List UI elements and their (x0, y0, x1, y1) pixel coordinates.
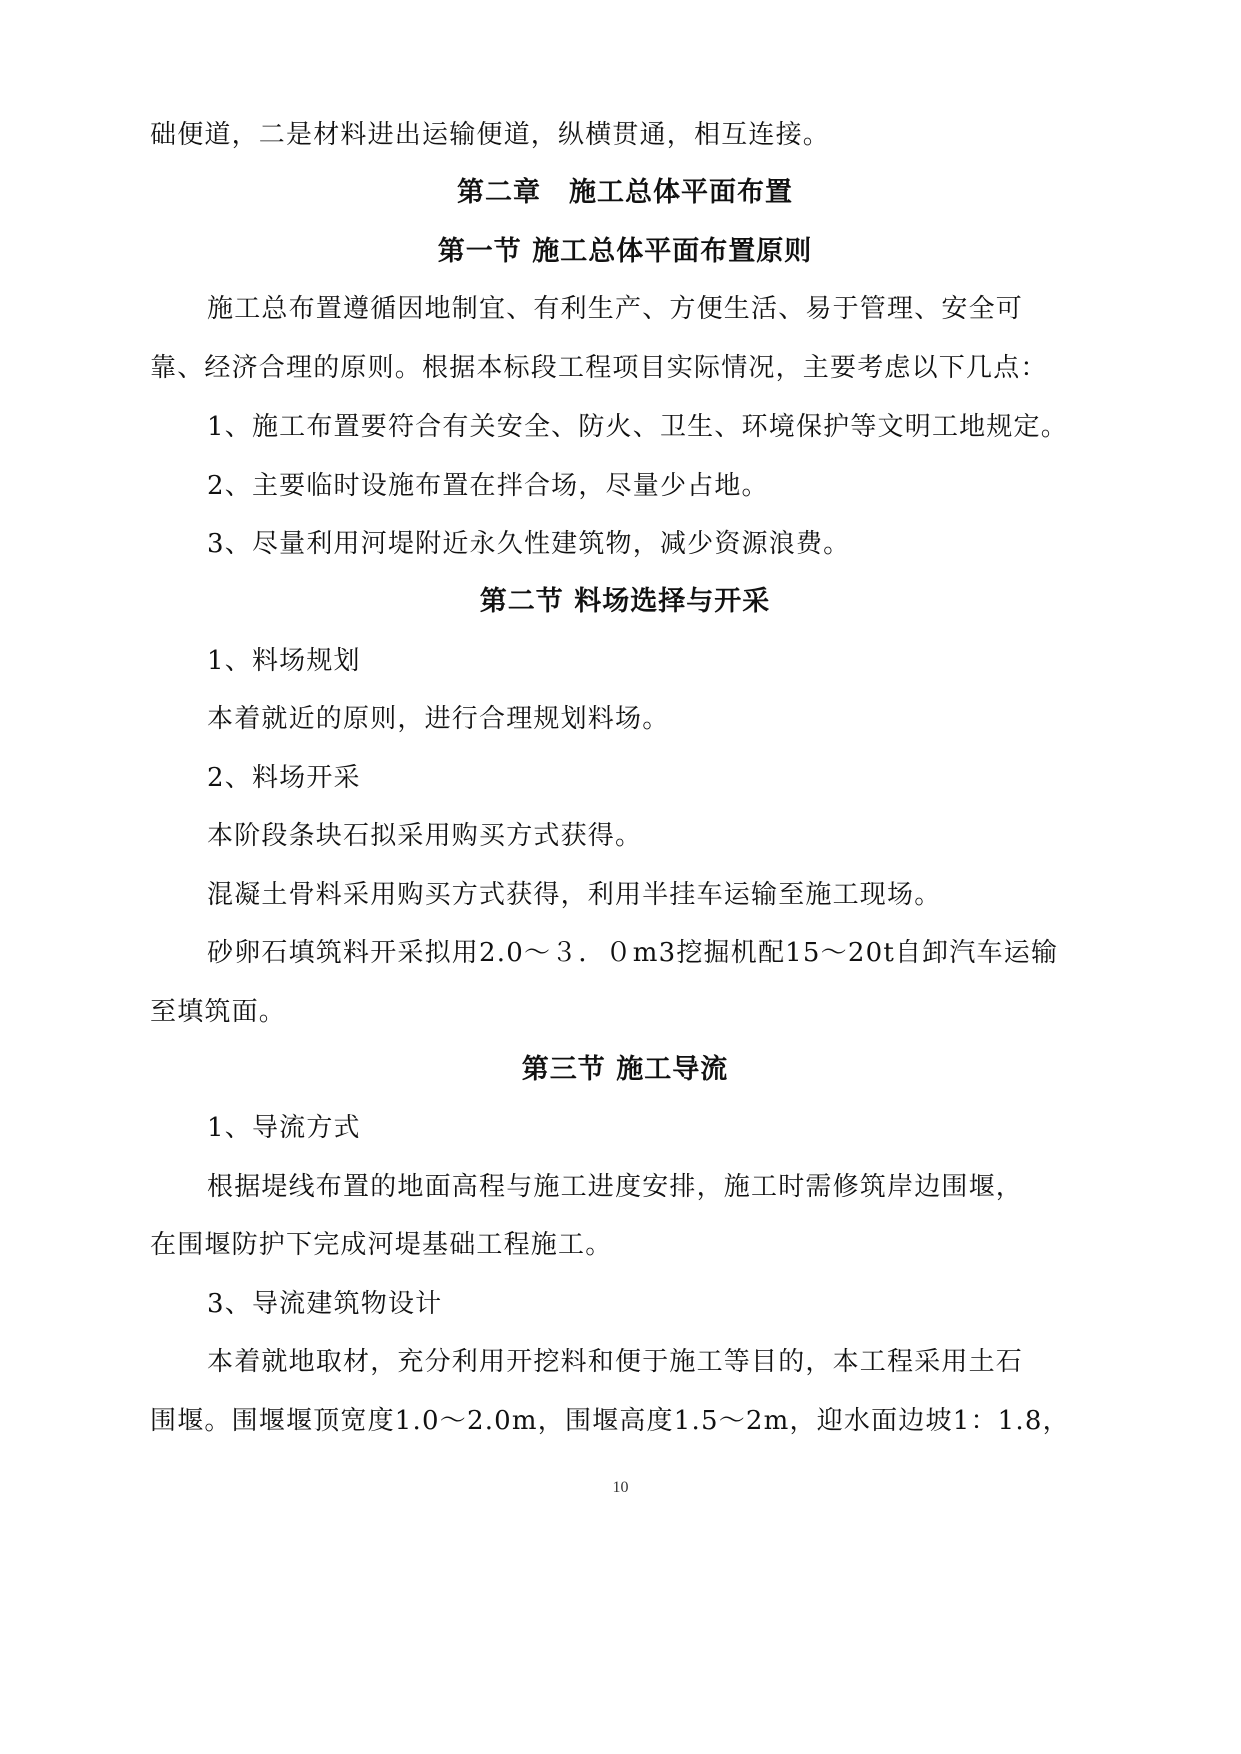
chapter-heading: 第二章 施工总体平面布置 (457, 177, 793, 208)
paragraph-line: 围堰。围堰堰顶宽度1.0～2.0m，围堰高度1.5～2m，迎水面边坡1：1.8， (150, 1406, 1070, 1436)
paragraph-line: 础便道，二是材料进出运输便道，纵横贯通，相互连接。 (150, 120, 831, 150)
section-heading: 第二节 料场选择与开采 (479, 586, 771, 617)
paragraph-line: 在围堰防护下完成河堤基础工程施工。 (150, 1230, 613, 1260)
list-item: 1、施工布置要符合有关安全、防火、卫生、环境保护等文明工地规定。 (207, 412, 1068, 442)
list-item: 2、主要临时设施布置在拌合场，尽量少占地。 (207, 471, 769, 501)
paragraph-line: 本着就近的原则，进行合理规划料场。 (207, 704, 670, 734)
paragraph-line: 靠、经济合理的原则。根据本标段工程项目实际情况，主要考虑以下几点： (150, 353, 1048, 383)
paragraph-line: 砂卵石填筑料开采拟用2.0～３．０m3挖掘机配15～20t自卸汽车运输 (207, 938, 1059, 968)
paragraph-line: 至填筑面。 (150, 997, 287, 1027)
page-number: 10 (612, 1479, 629, 1496)
section-heading: 第一节 施工总体平面布置原则 (437, 236, 813, 267)
paragraph-line: 本阶段条块石拟采用购买方式获得。 (207, 821, 643, 851)
paragraph-line: 本着就地取材，充分利用开挖料和便于施工等目的，本工程采用土石 (207, 1347, 1024, 1377)
subheading-line: 2、料场开采 (207, 763, 361, 793)
list-item: 3、尽量利用河堤附近永久性建筑物，减少资源浪费。 (207, 529, 851, 559)
paragraph-line: 混凝土骨料采用购买方式获得，利用半挂车运输至施工现场。 (207, 880, 942, 910)
paragraph-line: 施工总布置遵循因地制宜、有利生产、方便生活、易于管理、安全可 (207, 294, 1024, 324)
subheading-line: 1、导流方式 (207, 1113, 361, 1143)
subheading-line: 1、料场规划 (207, 646, 361, 676)
subheading-line: 3、导流建筑物设计 (207, 1289, 443, 1319)
section-heading: 第三节 施工导流 (521, 1054, 729, 1085)
paragraph-line: 根据堤线布置的地面高程与施工进度安排，施工时需修筑岸边围堰， (207, 1172, 1024, 1202)
